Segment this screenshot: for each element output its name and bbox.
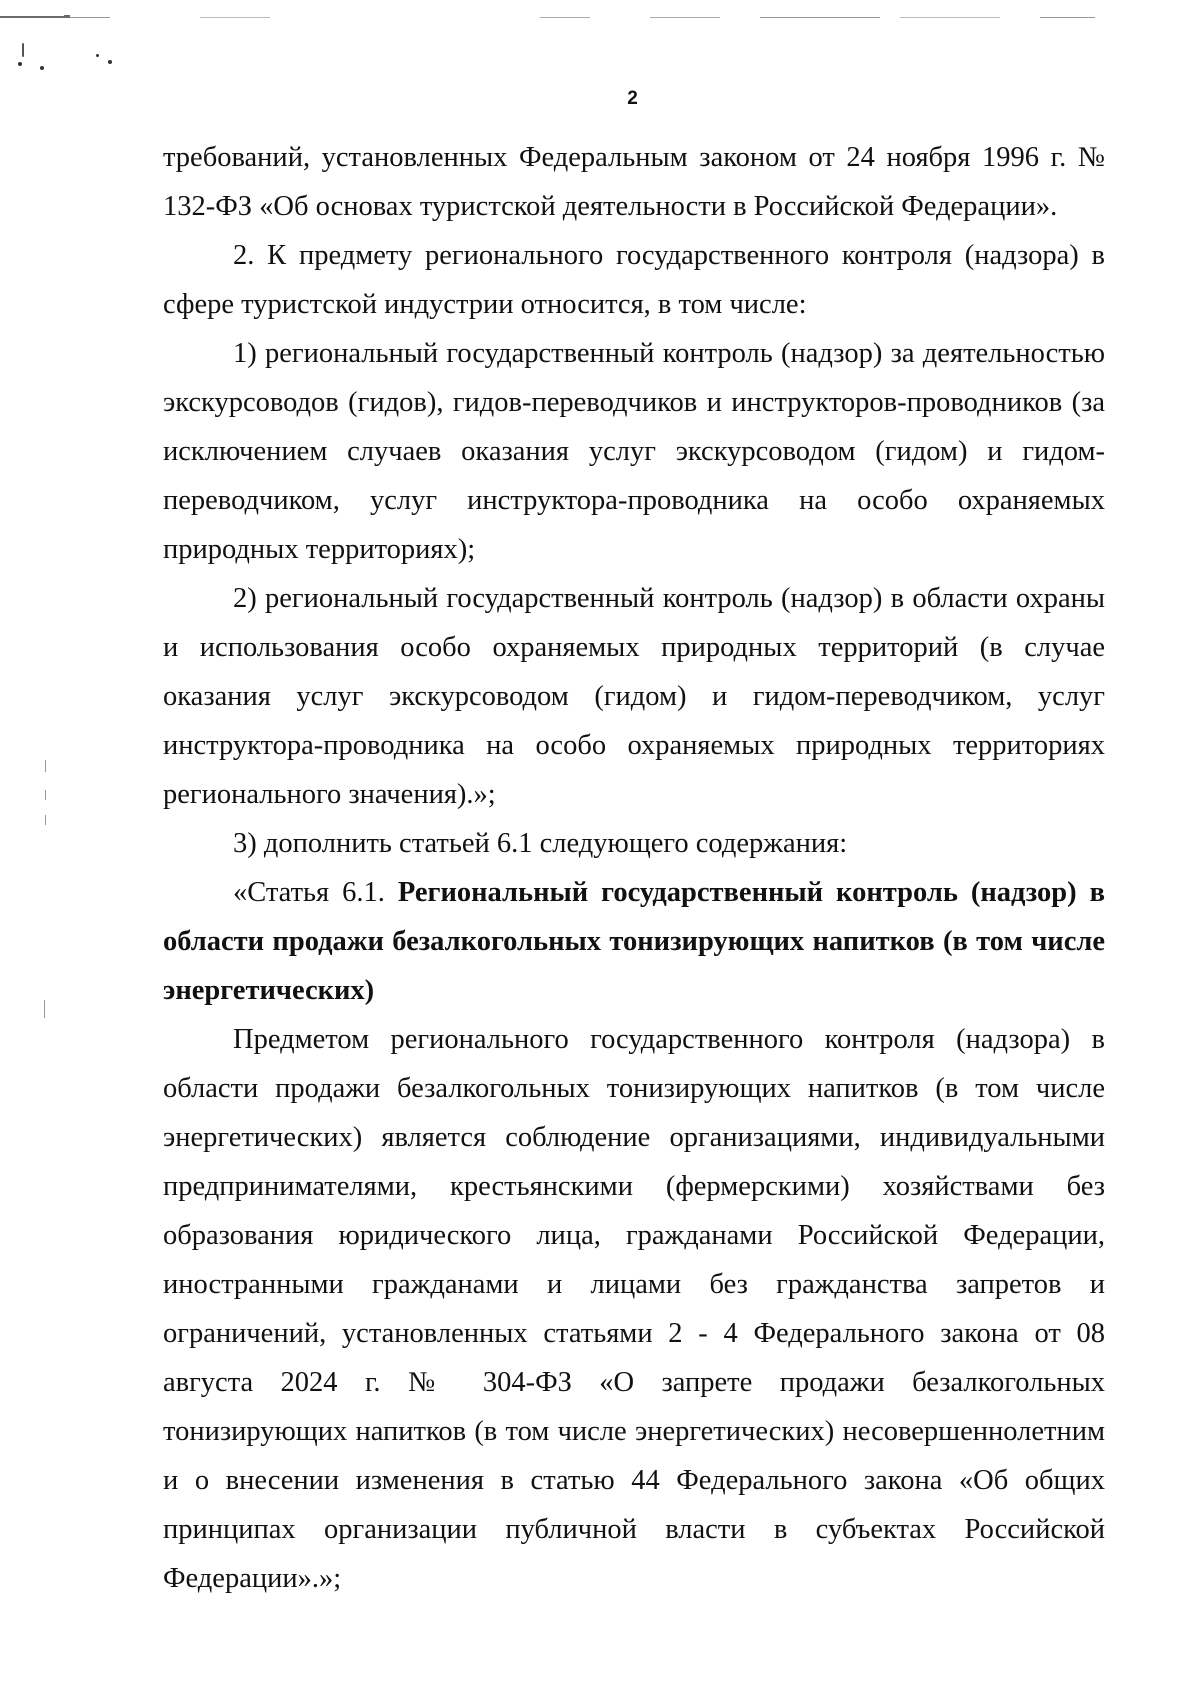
paragraph-subitem-2: 2) региональный государственный контроль (надзор) в области охраны и использования особо охраняемых природных территорий (в случае оказания услуг экскурсоводом (гидом) и гидом-переводчиком, услуг инструктора-проводника на особо охраняемых природных территориях регионального значения).»; [163, 583, 1105, 810]
article-heading-prefix: «Статья 6.1. [233, 877, 398, 908]
paragraph-item-2: 2. К предмету регионального государственного контроля (надзора) в сфере туристской индустрии относится, в том числе: [163, 240, 1105, 320]
scan-top-edge-artifact [0, 10, 1200, 24]
paragraph-continuation: требований, установленных Федеральным законом от 24 ноября 1996 г. № 132-ФЗ «Об основах туристской деятельности в Российской Федерации». [163, 142, 1105, 222]
article-heading [163, 868, 1105, 1015]
paragraph-item-3: 3) дополнить статьей 6.1 следующего содержания: [233, 828, 848, 859]
scan-left-margin-artifact [0, 0, 120, 1697]
page-number: 2 [627, 88, 638, 109]
document-body [163, 133, 1105, 1603]
paragraph-article-body: Предметом регионального государственного контроля (надзора) в области продажи безалкогольных тонизирующих напитков (в том числе энергетических) является соблюдение организациями, индивидуальными предпринимателями, крестьянскими (фермерскими) хозяйствами без образования юридического лица, гражданами Российской Федерации, иностранными гражданами и лицами без гражданства запретов и ограничений, установленных статьями 2 - 4 Федерального закона от 08 августа 2024 г. № 304-ФЗ «О запрете продажи безалкогольных тонизирующих напитков (в том числе энергетических) несовершеннолетним и о внесении изменения в статью 44 Федерального закона «Об общих принципах организации публичной власти в субъектах Российской Федерации».»; [163, 1024, 1105, 1594]
article-heading-title: Региональный государственный контроль (надзор) в области продажи безалкогольных тонизирующих напитков (в том числе энергетических) [163, 877, 1105, 1006]
paragraph-subitem-1: 1) региональный государственный контроль (надзор) за деятельностью экскурсоводов (гидов), гидов-переводчиков и инструкторов-проводников (за исключением случаев оказания услуг экскурсоводом (гидом) и гидом-переводчиком, услуг инструктора-проводника на особо охраняемых природных территориях); [163, 338, 1105, 565]
